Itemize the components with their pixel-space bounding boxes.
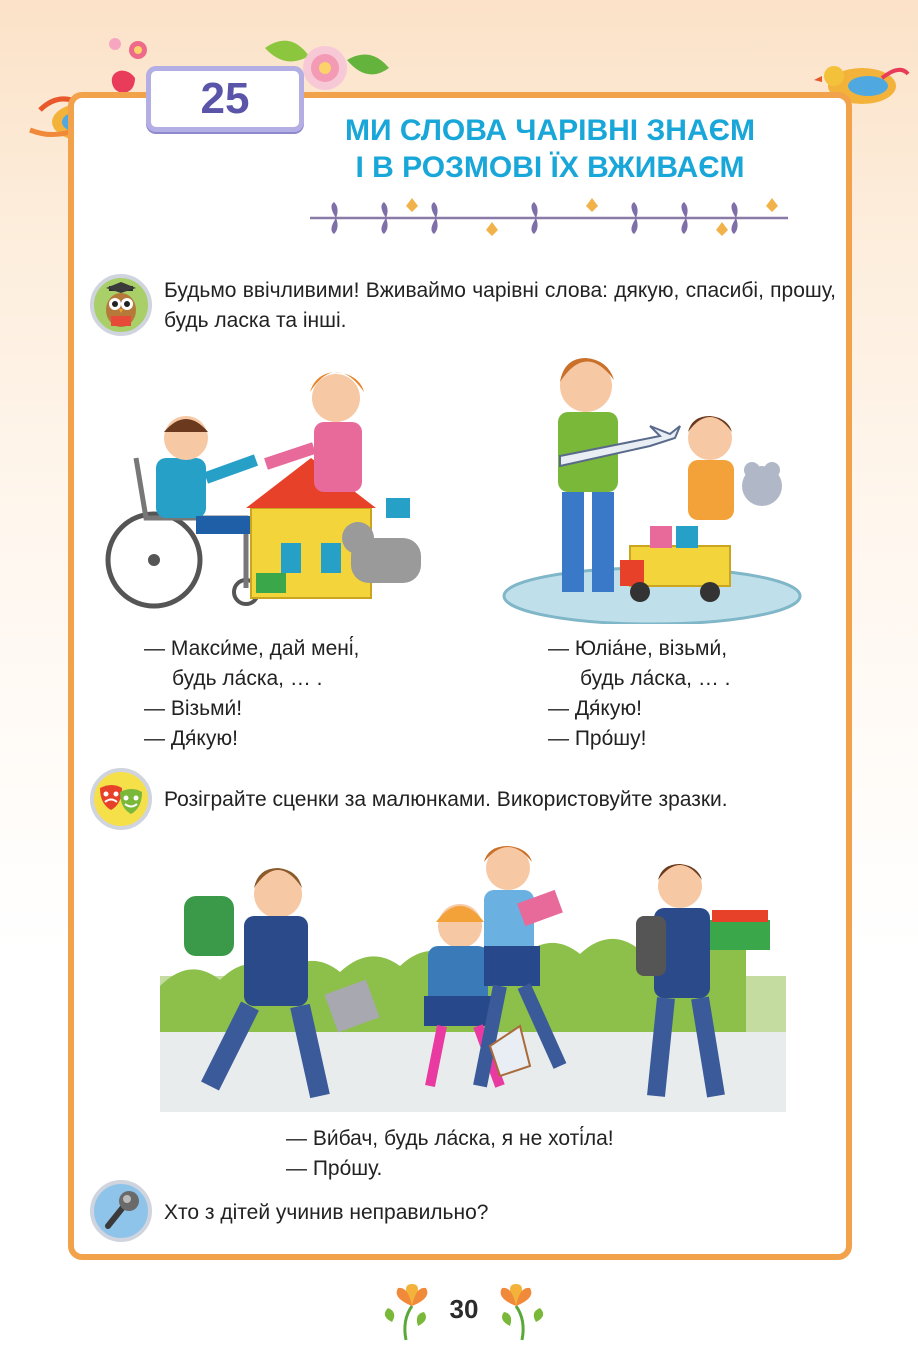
dialog-left-line-3: — Візьми́! xyxy=(144,697,243,720)
dialog-right-line-3: — Дя́кую! xyxy=(548,697,642,720)
theater-masks-icon xyxy=(90,768,152,830)
microphone-icon xyxy=(90,1180,152,1242)
illustration-wheelchair-boy-and-girl xyxy=(96,348,446,616)
dialog-bottom-line-1: — Ви́бач, будь ла́ска, я не хоті́ла! xyxy=(286,1127,614,1150)
floral-icon-left xyxy=(378,1282,434,1342)
illustration-boy-with-airplane-and-girl xyxy=(500,346,804,624)
owl-teacher-icon xyxy=(90,274,152,336)
dialog-bottom xyxy=(286,1124,614,1184)
floral-ornament-divider xyxy=(306,196,792,240)
dialog-right xyxy=(548,634,731,754)
illustration-children-running xyxy=(160,836,786,1118)
instruction-question: Хто з дітей учинив неправильно? xyxy=(164,1201,489,1224)
dialog-left-line-2: будь ла́ска, … . xyxy=(172,667,323,690)
lesson-title-line-2: І В РОЗМОВІ ЇХ ВЖИВАЄМ xyxy=(355,151,745,184)
dialog-bottom-line-2: — Про́шу. xyxy=(286,1157,383,1180)
page-number: 30 xyxy=(449,1294,479,1324)
dialog-left xyxy=(144,634,359,754)
dialog-right-line-4: — Про́шу! xyxy=(548,727,647,750)
instruction-play-scenes: Розіграйте сценки за малюнками. Використовуйте зразки. xyxy=(164,788,728,811)
lesson-number-badge: 25 xyxy=(146,66,304,132)
dialog-left-line-4: — Дя́кую! xyxy=(144,727,238,750)
dialog-left-line-1: — Макси́ме, дай мені́, xyxy=(144,637,360,660)
floral-icon-right xyxy=(494,1282,550,1342)
lesson-title-line-1: МИ СЛОВА ЧАРІВНІ ЗНАЄМ xyxy=(345,114,755,147)
lesson-title xyxy=(300,112,800,186)
dialog-right-line-2: будь ла́ска, … . xyxy=(580,667,731,690)
dialog-right-line-1: — Юліа́не, візьми́, xyxy=(548,637,728,660)
instruction-polite-words: Будьмо ввічливими! Вживаймо чарівні слова: дякую, спасибі, прошу, будь ласка та інші. xyxy=(164,279,836,332)
